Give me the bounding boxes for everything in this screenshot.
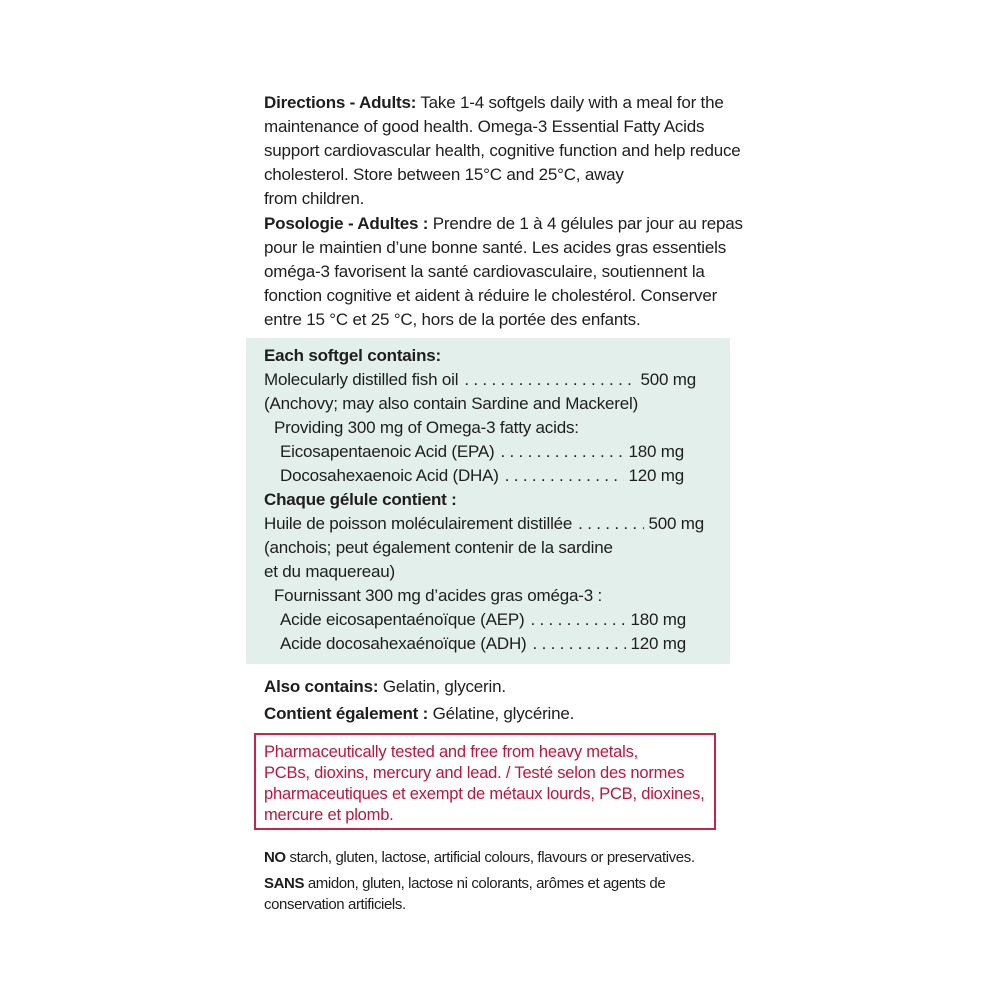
leader-dots xyxy=(494,440,624,464)
posologie-line: oméga-3 favorisent la santé cardiovasculaire, soutiennent la xyxy=(264,262,705,281)
testing-notice-box xyxy=(254,733,716,830)
contient-text: Gélatine, glycérine. xyxy=(428,704,575,723)
posologie-line: entre 15 °C et 25 °C, hors de la portée des enfants. xyxy=(264,310,641,329)
directions-heading: Directions - Adults: xyxy=(264,93,417,112)
fish-oil-name: Molecularly distilled fish oil xyxy=(264,370,459,389)
aep-amount: 180 mg xyxy=(630,610,686,629)
also-contains-english xyxy=(264,675,744,699)
adh-row xyxy=(264,632,686,656)
directions-line: maintenance of good health. Omega-3 Essential Fatty Acids xyxy=(264,117,705,136)
posologie-line: Posologie - Adultes : Prendre de 1 à 4 gélules par jour au repas xyxy=(264,214,743,233)
sans-text: conservation artificiels. xyxy=(264,896,406,913)
adh-amount: 120 mg xyxy=(630,634,686,653)
adh-name: Acide docosahexaénoïque (ADH) xyxy=(280,634,527,653)
chaque-gelule-heading: Chaque gélule contient : xyxy=(264,490,457,509)
directions-line: cholesterol. Store between 15°C and 25°C, away xyxy=(264,165,624,184)
leader-dots xyxy=(527,632,627,656)
no-text: starch, gluten, lactose, artificial colours, flavours or preservatives. xyxy=(285,849,695,866)
directions-line: from children. xyxy=(264,189,365,208)
also-contains-heading: Also contains: xyxy=(264,677,379,696)
directions-line: support cardiovascular health, cognitive function and help reduce xyxy=(264,141,741,160)
contient-heading: Contient également : xyxy=(264,704,429,723)
dha-row xyxy=(264,464,684,488)
directions-line: Directions - Adults: Take 1-4 softgels daily with a meal for the xyxy=(264,93,724,112)
ingredients-content xyxy=(264,344,724,656)
leader-dots xyxy=(524,608,626,632)
directions-english xyxy=(264,91,744,211)
huile-poisson-row xyxy=(264,512,704,536)
each-softgel-heading: Each softgel contains: xyxy=(264,346,441,365)
free-from-english xyxy=(264,847,744,868)
fish-oil-amount: 500 mg xyxy=(640,370,696,389)
huile-poisson-amount: 500 mg xyxy=(648,514,704,533)
omega-providing: Providing 300 mg of Omega-3 fatty acids: xyxy=(274,418,579,437)
no-heading: NO xyxy=(264,849,286,866)
posologie-line: fonction cognitive et aident à réduire le cholestérol. Conserver xyxy=(264,286,718,305)
ingredients-panel xyxy=(246,338,730,664)
directions-french xyxy=(264,212,744,332)
epa-amount: 180 mg xyxy=(628,442,684,461)
huile-poisson-name: Huile de poisson moléculairement distillée xyxy=(264,514,573,533)
aep-row xyxy=(264,608,686,632)
leader-dots xyxy=(458,368,636,392)
sans-heading: SANS xyxy=(264,875,305,892)
fish-source: (Anchovy; may also contain Sardine and Mackerel) xyxy=(264,394,639,413)
source-poisson: et du maquereau) xyxy=(264,562,395,581)
dha-amount: 120 mg xyxy=(628,466,684,485)
epa-name: Eicosapentaenoic Acid (EPA) xyxy=(280,442,495,461)
free-from-french xyxy=(264,873,744,915)
epa-row xyxy=(264,440,684,464)
posologie-line: pour le maintien d’une bonne santé. Les acides gras essentiels xyxy=(264,238,727,257)
aep-name: Acide eicosapentaénoïque (AEP) xyxy=(280,610,525,629)
also-contains-text: Gelatin, glycerin. xyxy=(378,677,506,696)
dha-name: Docosahexaenoic Acid (DHA) xyxy=(280,466,499,485)
leader-dots xyxy=(572,512,644,536)
source-poisson: (anchois; peut également contenir de la sardine xyxy=(264,538,613,557)
leader-dots xyxy=(499,464,625,488)
also-contains-french xyxy=(264,702,744,726)
fish-oil-row xyxy=(264,368,696,392)
testing-notice-text: Pharmaceutically tested and free from heavy metals, PCBs, dioxins, mercury and lead. / Testé selon des normes pharmaceutiques et exempt de métaux lourds, PCB, dioxines, mercure et plomb. xyxy=(264,743,705,824)
omega-fournissant: Fournissant 300 mg d’acides gras oméga-3 : xyxy=(274,586,602,605)
posologie-heading: Posologie - Adultes : xyxy=(264,214,429,233)
sans-text: amidon, gluten, lactose ni colorants, arômes et agents de xyxy=(304,875,666,892)
